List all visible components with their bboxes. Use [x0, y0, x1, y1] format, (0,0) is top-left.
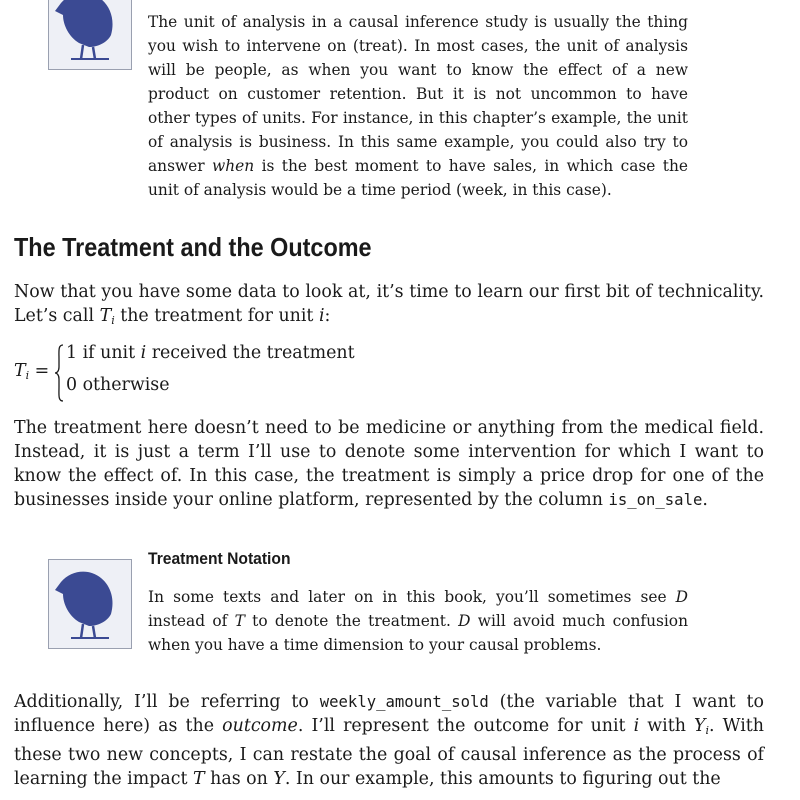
emphasis: outcome	[222, 716, 298, 736]
text: received the treatment	[146, 343, 355, 363]
text: . In our example, this amounts to figuring out the	[284, 769, 721, 789]
equation-case-2: 0 otherwise	[66, 375, 170, 395]
math-var: T	[99, 306, 112, 326]
outcome-paragraph	[14, 690, 764, 791]
note-paragraph	[148, 10, 688, 202]
text: .	[702, 490, 708, 510]
text: the treatment for unit	[114, 306, 319, 326]
math-sub: i	[111, 314, 115, 327]
math-var: Y	[273, 769, 285, 789]
inline-code: is_on_sale	[608, 491, 703, 509]
math-var: D	[458, 612, 471, 630]
text: Now that you have some data to look at, it’s time to learn our first bit of technicality. Let’s call	[14, 282, 764, 326]
math-var: i	[633, 716, 640, 736]
math-sub: i	[705, 724, 710, 737]
crow-icon-graphic	[49, 0, 131, 69]
text: The treatment here doesn’t need to be medicine or anything from the medical field. Instead, it is just a term I’ll use to denote some intervention for which I want to know the effect of. In this case, the treatment is simply a price drop for one of the businesses inside your online platform, represented by the column	[14, 418, 764, 510]
text: :	[324, 306, 331, 326]
inline-code: weekly_amount_sold	[319, 693, 489, 711]
note-paragraph	[148, 585, 688, 657]
math-var: T	[234, 612, 245, 630]
note-text-part: is the best moment to have sales, in which case the unit of analysis would be a time period (week, in this case).	[148, 157, 688, 199]
text: with	[639, 716, 695, 736]
crow-icon-graphic	[49, 560, 131, 648]
text: instead of	[148, 612, 235, 630]
math-var: Y	[694, 716, 706, 736]
math-var: T	[14, 361, 26, 381]
text: has on	[204, 769, 274, 789]
crow-icon	[48, 559, 132, 649]
math-sub: i	[25, 369, 30, 382]
note-title: Treatment Notation	[148, 549, 291, 568]
equation-lhs	[14, 361, 49, 382]
text: In some texts and later on in this book, you’ll sometimes see	[148, 588, 676, 606]
note-text-part: The unit of analysis in a causal inference study is usually the thing you wish to intervene on (treat). In most cases, the unit of analysis will be people, as when you want to know the effect of a new product on customer retention. But it is not uncommon to have other types of units. For instance, in this chapter’s example, the unit of analysis is business. In this same example, you could also try to answer	[148, 13, 688, 175]
note-emphasis: when	[212, 157, 255, 175]
text: . With these two new concepts, I can restate the goal of causal inference as the process of learning the impact	[14, 716, 764, 789]
section-heading: The Treatment and the Outcome	[14, 232, 372, 262]
math-var: T	[192, 769, 205, 789]
math-var: i	[318, 306, 325, 326]
text: 1 if unit	[66, 343, 141, 363]
equals-sign: =	[29, 361, 50, 381]
text: (the variable that I want to influence here) as the	[14, 692, 764, 736]
left-brace	[54, 343, 64, 403]
text: Additionally, I’ll be referring to	[14, 692, 320, 712]
math-var: i	[140, 343, 147, 363]
treatment-paragraph	[14, 416, 764, 512]
text: . I’ll represent the outcome for unit	[297, 716, 634, 736]
text: to denote the treatment.	[244, 612, 459, 630]
treatment-equation	[14, 343, 414, 403]
math-var: D	[675, 588, 688, 606]
text: will avoid much confusion when you have a time dimension to your causal problems.	[148, 612, 688, 654]
equation-case-1	[66, 343, 355, 363]
crow-icon	[48, 0, 132, 70]
intro-paragraph	[14, 280, 764, 333]
